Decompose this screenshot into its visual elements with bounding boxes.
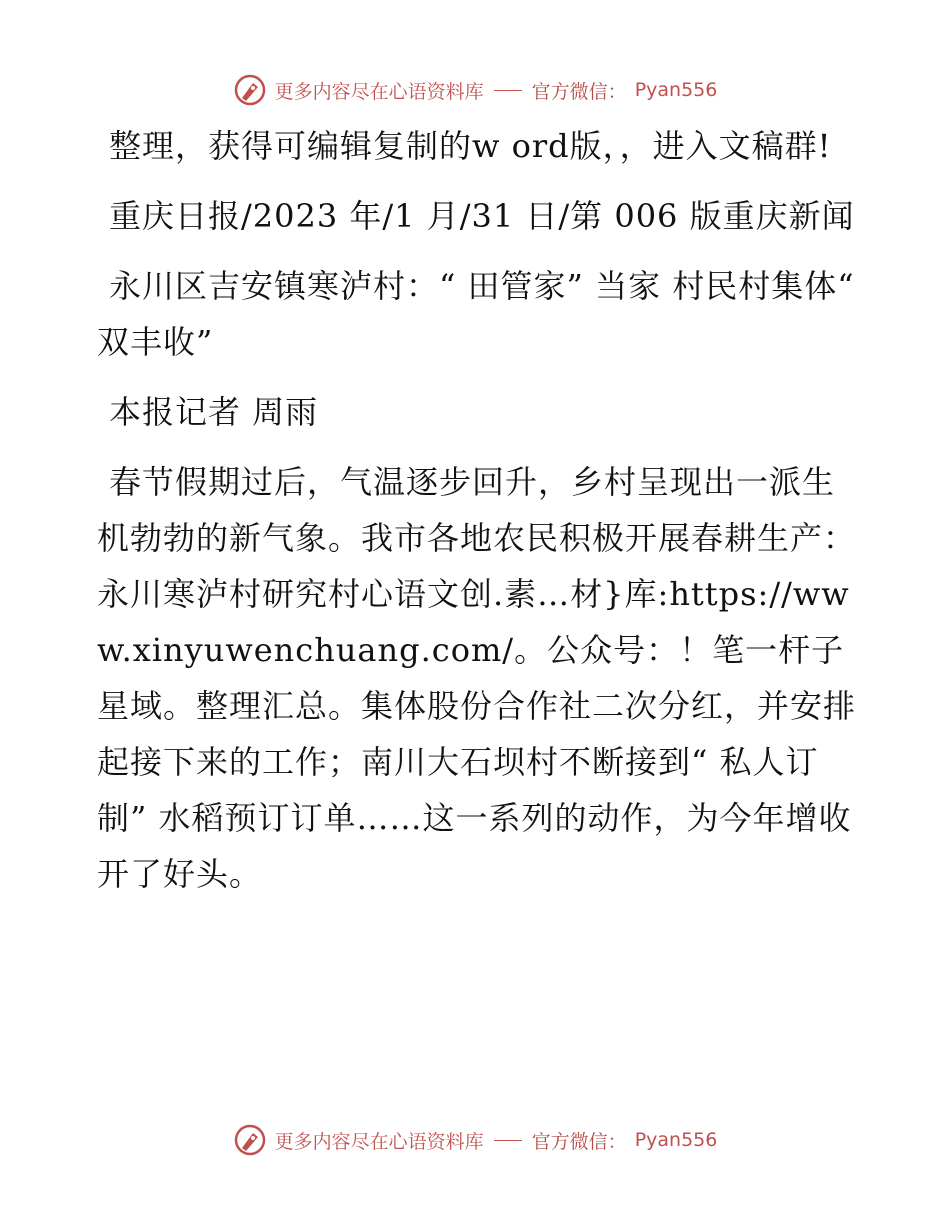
header-watermark-banner <box>0 70 950 110</box>
footer-watermark-banner <box>0 1120 950 1160</box>
intro-note: 整理，获得可编辑复制的w ord版，，进入文稿群! <box>109 127 832 165</box>
pen-nib-circle-icon <box>233 73 267 107</box>
body-paragraph: 春节假期过后，气温逐步回升，乡村呈现出一派生机勃勃的新气象。我市各地农民积极开展春耕生产：永川寒泸村研究村心语文创.素…材}库:https://www.xinyuwenchuang.com/。公众号：！笔一杆子星域。整理汇总。集体股份合作社二次分红，并安排起接下来的工作；南川大石坝村不断接到“ 私人订制” 水稻预订订单……这一系列的动作，为今年增收开了好头。 <box>97 463 857 893</box>
pen-nib-circle-icon <box>233 1123 267 1157</box>
banner-text: 更多内容尽在心语资料库 <box>274 80 484 103</box>
source-line: 重庆日报/2023 年/1 月/31 日/第 006 版重庆新闻 <box>109 197 855 235</box>
banner-wechat-label: 官方微信： <box>531 80 627 103</box>
banner-wechat-label: 官方微信： <box>531 1130 627 1153</box>
article-title: 永川区吉安镇寒泸村：“ 田管家” 当家 村民村集体“ 双丰收” <box>97 267 855 361</box>
document-body <box>97 118 857 916</box>
banner-wechat-id: Pyan556 <box>634 79 718 101</box>
byline: 本报记者 周雨 <box>109 393 319 431</box>
banner-separator <box>494 1140 522 1141</box>
banner-text: 更多内容尽在心语资料库 <box>274 1130 484 1153</box>
banner-separator <box>494 90 522 91</box>
banner-wechat-id: Pyan556 <box>634 1129 718 1151</box>
